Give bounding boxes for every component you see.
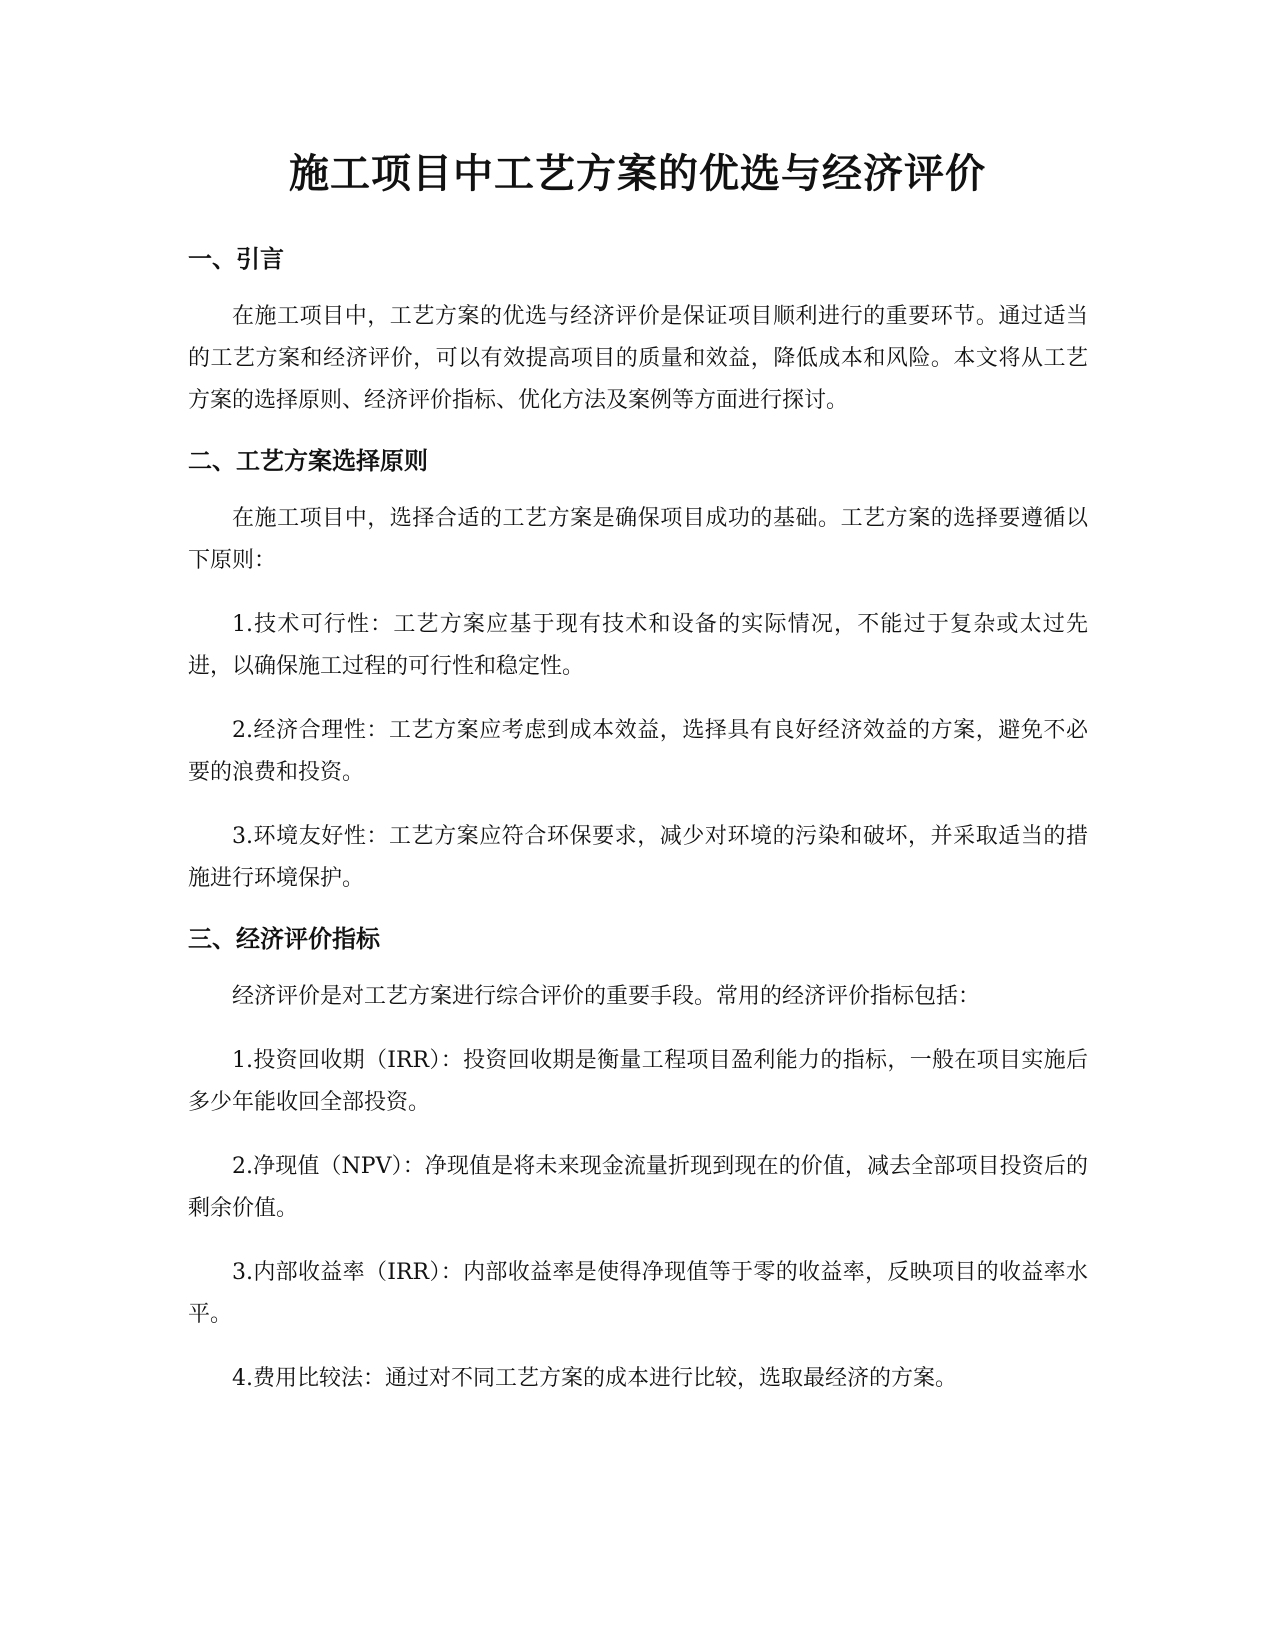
list-item: 2.净现值（NPV）：净现值是将未来现金流量折现到现在的价值，减去全部项目投资后的剩余价值。: [188, 1154, 1088, 1221]
paragraph: 经济评价是对工艺方案进行综合评价的重要手段。常用的经济评价指标包括：: [232, 984, 981, 1009]
section-heading: 三、经济评价指标: [188, 925, 380, 953]
list-item: 4.费用比较法：通过对不同工艺方案的成本进行比较，选取最经济的方案。: [232, 1366, 957, 1391]
section-introduction: [188, 242, 1088, 422]
section-heading: 二、工艺方案选择原则: [188, 447, 428, 475]
list-item: 2.经济合理性：工艺方案应考虑到成本效益，选择具有良好经济效益的方案，避免不必要的浪费和投资。: [188, 718, 1088, 785]
paragraph: 在施工项目中，选择合适的工艺方案是确保项目成功的基础。工艺方案的选择要遵循以下原则：: [188, 506, 1088, 573]
list-item: 1.技术可行性：工艺方案应基于现有技术和设备的实际情况，不能过于复杂或太过先进，以确保施工过程的可行性和稳定性。: [188, 612, 1088, 679]
list-item: 3.环境友好性：工艺方案应符合环保要求，减少对环境的污染和破坏，并采取适当的措施进行环境保护。: [188, 824, 1088, 891]
document-body: [188, 242, 1088, 1422]
list-item: 1.投资回收期（IRR）：投资回收期是衡量工程项目盈利能力的指标，一般在项目实施后多少年能收回全部投资。: [188, 1048, 1088, 1115]
section-economic-indicators: [188, 922, 1088, 1400]
paragraph: 在施工项目中，工艺方案的优选与经济评价是保证项目顺利进行的重要环节。通过适当的工艺方案和经济评价，可以有效提高项目的质量和效益，降低成本和风险。本文将从工艺方案的选择原则、经济评价指标、优化方法及案例等方面进行探讨。: [188, 304, 1088, 413]
section-selection-principles: [188, 444, 1088, 900]
document-title: 施工项目中工艺方案的优选与经济评价: [289, 151, 986, 197]
list-item: 3.内部收益率（IRR）：内部收益率是使得净现值等于零的收益率，反映项目的收益率水平。: [188, 1260, 1088, 1327]
section-heading: 一、引言: [188, 245, 284, 273]
